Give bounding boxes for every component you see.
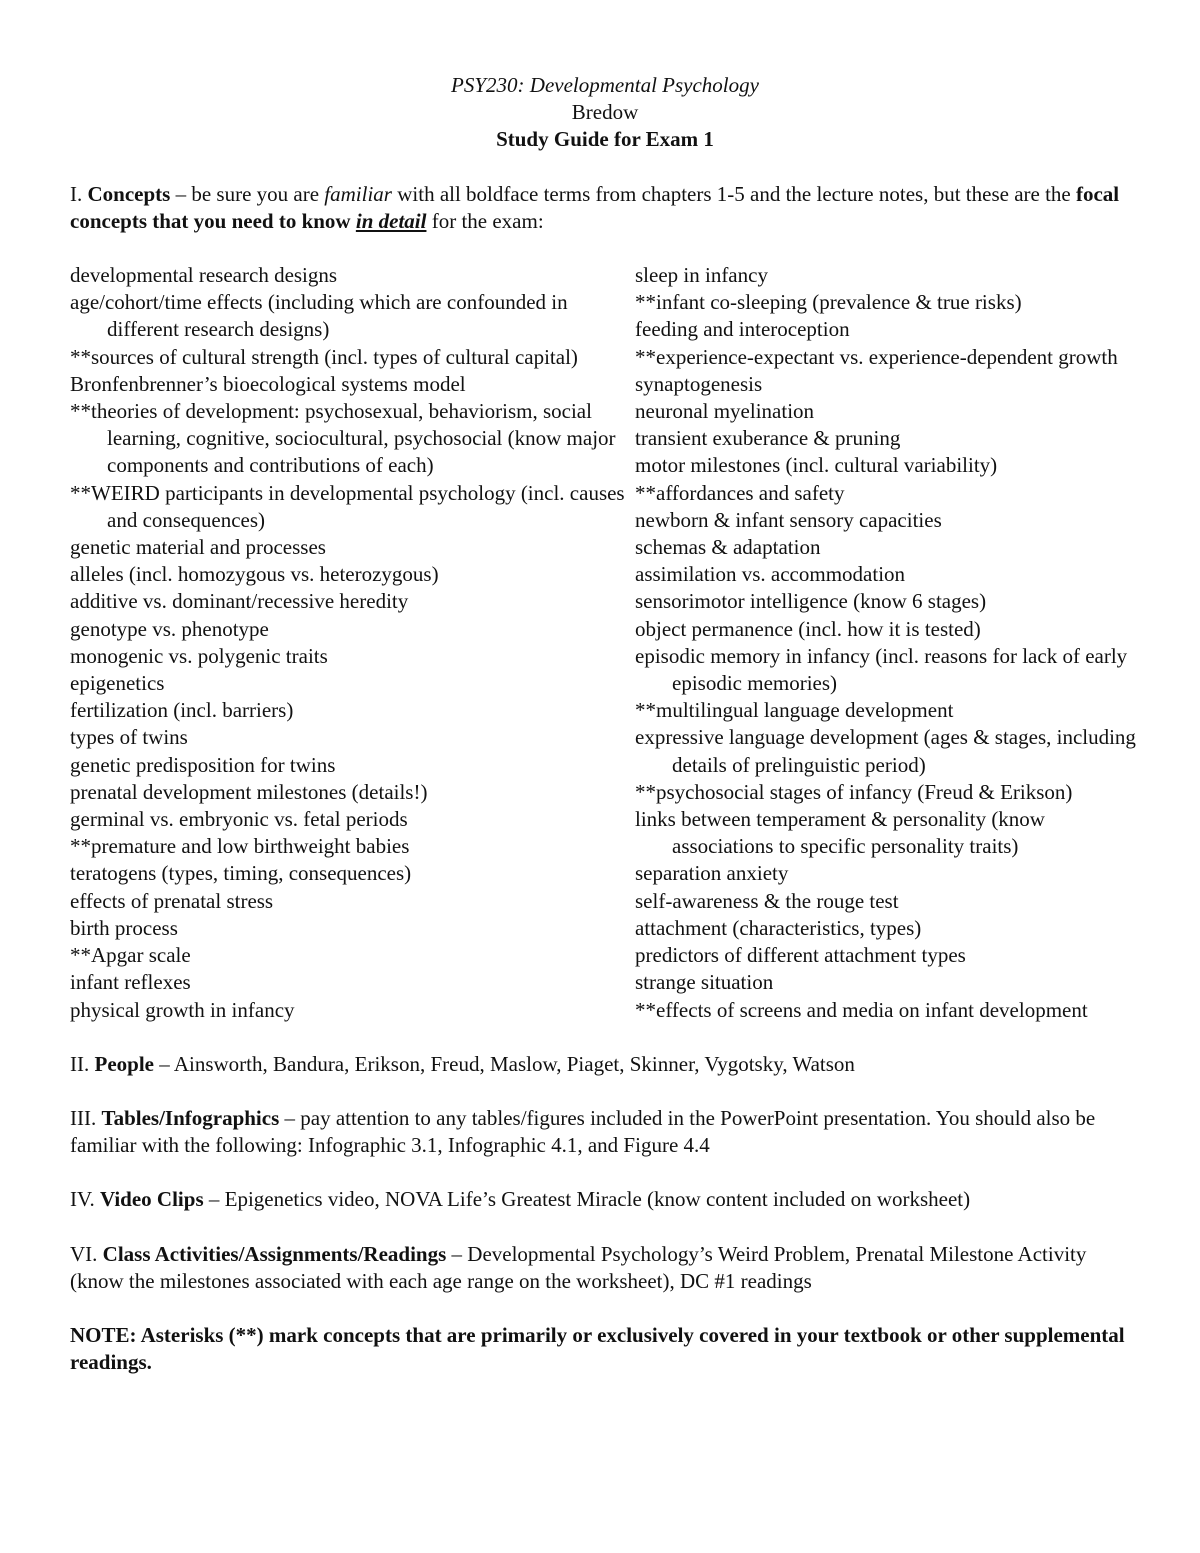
document-header xyxy=(70,72,1140,154)
concepts-text: for the exam: xyxy=(426,208,544,233)
concepts-right-column xyxy=(635,262,1140,1024)
concept-item: fertilization (incl. barriers) xyxy=(70,698,294,723)
concepts-columns xyxy=(70,262,1140,1024)
activities-text: – Developmental Psychology’s Weird Problem, Prenatal Milestone Activity (know the milestones associated with each age range on the worksheet), DC #1 readings xyxy=(70,1241,1087,1293)
concept-item: alleles (incl. homozygous vs. heterozygous) xyxy=(70,562,439,587)
concept-item: germinal vs. embryonic vs. fetal periods xyxy=(70,807,408,832)
people-list: – Ainsworth, Bandura, Erikson, Freud, Maslow, Piaget, Skinner, Vygotsky, Watson xyxy=(153,1051,855,1076)
concept-item: separation anxiety xyxy=(635,861,789,886)
concept-item: developmental research designs xyxy=(70,263,338,288)
instructor-name: Bredow xyxy=(571,100,639,125)
concept-item: **theories of development: psychosexual, behaviorism, social learning, cognitive, sociocultural, psychosocial (know major components and contributions of each) xyxy=(70,399,616,478)
concept-item: infant reflexes xyxy=(70,970,191,995)
section-numeral: VI. xyxy=(70,1241,103,1266)
concepts-heading: Concepts xyxy=(87,181,171,206)
section-numeral: I. xyxy=(70,181,88,206)
concept-item: feeding and interoception xyxy=(635,317,850,342)
video-text: – Epigenetics video, NOVA Life’s Greatest Miracle (know content included on worksheet) xyxy=(203,1187,971,1212)
people-section xyxy=(70,1051,1140,1078)
tables-text: – pay attention to any tables/figures included in the PowerPoint presentation. You should also be familiar with the following: Infographic 3.1, Infographic 4.1, and Figure 4.4 xyxy=(70,1105,1096,1158)
asterisk-note: NOTE: Asterisks (**) mark concepts that are primarily or exclusively covered in your textbook or other supplemental readings. xyxy=(70,1322,1125,1375)
concept-item: predictors of different attachment types xyxy=(635,943,966,968)
concept-item: links between temperament & personality (know associations to specific personality traits) xyxy=(635,807,1045,859)
concept-item: transient exuberance & pruning xyxy=(635,426,901,451)
concept-item: genetic material and processes xyxy=(70,535,326,560)
concept-item: age/cohort/time effects (including which are confounded in different research designs) xyxy=(70,290,568,342)
concept-item: genetic predisposition for twins xyxy=(70,752,336,777)
concept-item: schemas & adaptation xyxy=(635,535,821,560)
video-section xyxy=(70,1186,1140,1213)
concept-item: effects of prenatal stress xyxy=(70,888,274,913)
activities-section xyxy=(70,1241,1140,1295)
concept-item: birth process xyxy=(70,915,178,940)
video-heading: Video Clips xyxy=(99,1187,204,1212)
course-title: PSY230: Developmental Psychology xyxy=(451,73,759,97)
concept-item: types of twins xyxy=(70,725,188,750)
concepts-text: with all boldface terms from chapters 1-5 and the lecture notes, but these are the xyxy=(391,181,1076,206)
concepts-left-column xyxy=(70,262,635,1024)
concepts-text: – be sure you are xyxy=(170,181,325,206)
people-heading: People xyxy=(94,1051,154,1076)
concept-item: **experience-expectant vs. experience-dependent growth xyxy=(635,344,1118,369)
concept-item: newborn & infant sensory capacities xyxy=(635,507,942,532)
concept-item: **multilingual language development xyxy=(635,698,954,723)
concept-item: monogenic vs. polygenic traits xyxy=(70,643,328,668)
guide-title: Study Guide for Exam 1 xyxy=(496,127,714,152)
concept-item: **infant co-sleeping (prevalence & true risks) xyxy=(635,290,1022,315)
concept-item: additive vs. dominant/recessive heredity xyxy=(70,589,409,614)
concepts-intro xyxy=(70,181,1140,235)
concept-item: **sources of cultural strength (incl. types of cultural capital) xyxy=(70,344,578,369)
focal-concepts-emphasis: focal concepts that you need to know xyxy=(70,181,1120,233)
concept-item: **premature and low birthweight babies xyxy=(70,834,410,859)
concept-item: strange situation xyxy=(635,970,774,995)
concept-item: genotype vs. phenotype xyxy=(70,616,269,641)
concept-item: Bronfenbrenner’s bioecological systems model xyxy=(70,371,466,396)
in-detail-emphasis: in detail xyxy=(355,208,427,233)
concept-item: synaptogenesis xyxy=(635,371,763,396)
concept-item: self-awareness & the rouge test xyxy=(635,888,899,913)
concept-item: epigenetics xyxy=(70,671,165,696)
concept-item: object permanence (incl. how it is tested) xyxy=(635,616,981,641)
activities-heading: Class Activities/Assignments/Readings xyxy=(102,1241,447,1266)
concept-item: **affordances and safety xyxy=(635,480,845,505)
concept-item: neuronal myelination xyxy=(635,399,815,424)
concept-item: episodic memory in infancy (incl. reasons for lack of early episodic memories) xyxy=(635,643,1128,696)
concept-item: assimilation vs. accommodation xyxy=(635,562,906,587)
concept-item: prenatal development milestones (details!) xyxy=(70,779,428,804)
concept-item: attachment (characteristics, types) xyxy=(635,915,922,940)
study-guide-page xyxy=(70,72,1140,1376)
tables-heading: Tables/Infographics xyxy=(101,1105,280,1130)
concept-item: physical growth in infancy xyxy=(70,997,295,1022)
familiar-emphasis: familiar xyxy=(324,181,392,206)
concept-item: teratogens (types, timing, consequences) xyxy=(70,861,412,886)
section-numeral: III. xyxy=(70,1105,102,1130)
section-numeral: IV. xyxy=(70,1187,100,1212)
concept-item: motor milestones (incl. cultural variability) xyxy=(635,453,998,478)
concept-item: expressive language development (ages & stages, including details of prelinguistic period) xyxy=(635,725,1136,777)
concept-item: **effects of screens and media on infant development xyxy=(635,997,1088,1022)
tables-section xyxy=(70,1105,1140,1159)
concept-item: sensorimotor intelligence (know 6 stages) xyxy=(635,589,987,614)
concept-item: sleep in infancy xyxy=(635,263,768,288)
section-numeral: II. xyxy=(70,1051,95,1076)
concept-item: **psychosocial stages of infancy (Freud & Erikson) xyxy=(635,779,1073,804)
concept-item: **WEIRD participants in developmental psychology (incl. causes and consequences) xyxy=(70,480,625,532)
concept-item: **Apgar scale xyxy=(70,943,191,968)
